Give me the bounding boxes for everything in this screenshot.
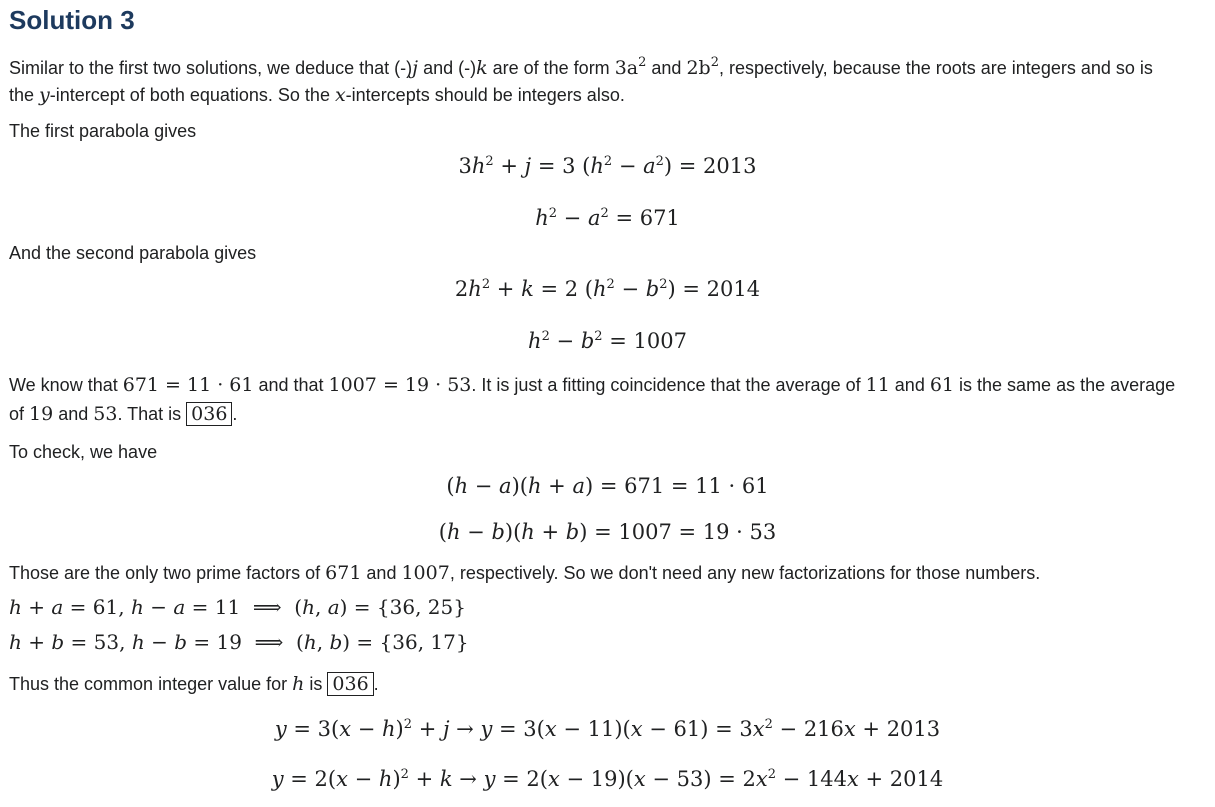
intro-line-2: the y-intercept of both equations. So the x-intercepts should be integers also.: [9, 84, 625, 106]
factorization-line-1: We know that 671 = 11 · 61 and that 1007 = 19 · 53. It is just a fitting coincidence that the average of 11 and 61 is the same as the average: [9, 374, 1176, 396]
section-heading: Solution 3: [9, 5, 135, 35]
equation-first-parabola: $3h^2 + j = 3$ $(h^2 - a^2) = 2013$: [458, 154, 757, 178]
first-parabola-text: The first parabola gives: [9, 121, 197, 141]
equation-parabola-1-expanded: $y = 3(x - h)^2 + j \to y = 3(x - 11)(x - 61) = 3x^2 - 216x + 2013$: [274, 717, 941, 741]
equation-second-parabola: $2h^2 + k = 2$ $(h^2 - b^2) = 2014$: [454, 277, 761, 301]
check-text: To check, we have: [9, 442, 158, 462]
answer-box: 036: [186, 402, 232, 426]
equation-check-a: (h − a)(h + a) = 671 = 11 · 61: [446, 474, 769, 498]
factorization-line-2: of 19 and 53. That is 036 .: [9, 403, 238, 425]
form-term-2b2: $2b^2$: [686, 55, 719, 79]
equation-solve-a: h + a = 61, h − a = 11 ⟹ (h, a) = {36, 25}: [9, 595, 466, 619]
conclusion-text: Thus the common integer value for h is 036 .: [9, 673, 379, 695]
form-term-3a2: $3a^2$: [614, 55, 647, 79]
equation-solve-b: h + b = 53, h − b = 19 ⟹ (h, b) = {36, 17}: [9, 630, 469, 654]
second-parabola-text: And the second parabola gives: [9, 243, 257, 263]
equation-parabola-2-expanded: $y = 2(x - h)^2 + k \to y = 2(x - 19)(x - 53) = 2x^2 - 144x + 2014$: [271, 767, 944, 791]
answer-box-final: 036: [327, 672, 373, 696]
equation-check-b: (h − b)(h + b) = 1007 = 19 · 53: [438, 520, 777, 544]
intro-line-1: Similar to the first two solutions, we deduce that (-)j and (-)k are of the form $3a^2$ and $2b^2$, respectively, because the roots are integers and so is: [9, 55, 1153, 79]
equation-h2-a2: $h^2 - a^2 = 671$: [535, 206, 680, 230]
prime-factors-text: Those are the only two prime factors of 671 and 1007, respectively. So we don't need any new factorizations for those numbers.: [9, 562, 1041, 584]
equation-h2-b2: $h^2 - b^2 = 1007$: [528, 329, 687, 353]
